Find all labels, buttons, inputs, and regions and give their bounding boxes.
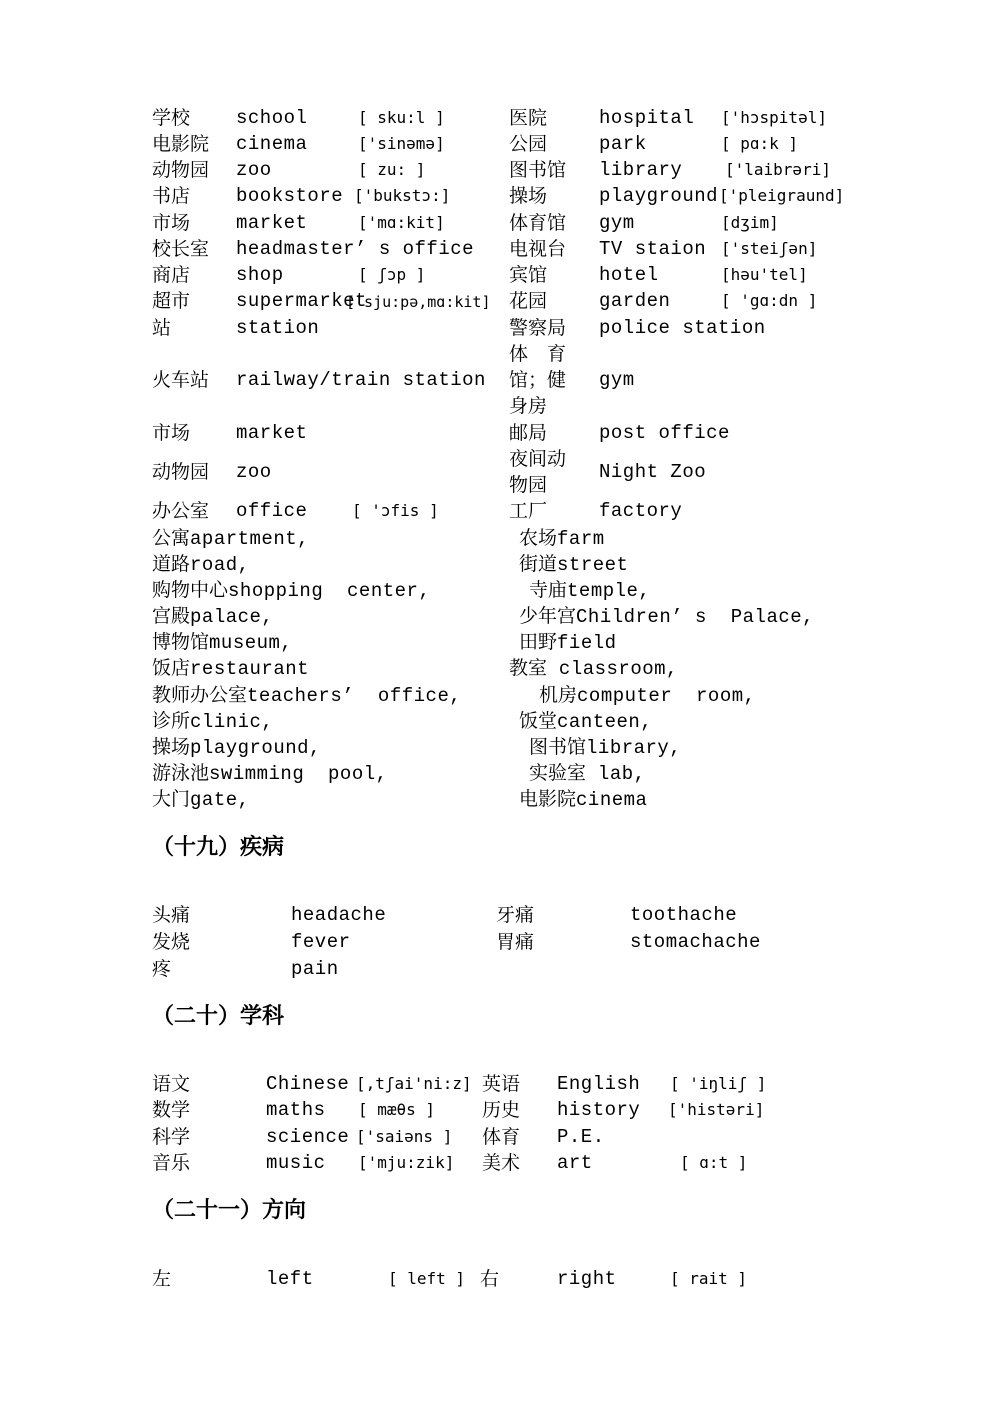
vocab-phonetic: ['mɑ:kit] <box>358 213 445 232</box>
vocab-english: school <box>236 107 308 129</box>
list-item <box>152 578 430 603</box>
vocab-chinese: 学校 <box>152 107 191 129</box>
item-chinese: 饭堂 <box>519 710 558 732</box>
item-chinese: 教师办公室 <box>152 684 248 706</box>
vocab-chinese: 发烧 <box>152 931 191 953</box>
vocab-english: railway/train station <box>236 369 486 391</box>
vocab-english: market <box>236 422 308 444</box>
vocab-phonetic: ['pleigraund] <box>719 186 845 205</box>
vocab-chinese: 办公室 <box>152 500 210 522</box>
vocab-chinese: 牙痛 <box>496 904 535 926</box>
item-english: farm <box>557 528 605 550</box>
vocab-chinese-line: 体 育 <box>509 343 567 365</box>
list-item <box>519 630 617 655</box>
vocab-phonetic: ['saiəns ] <box>356 1127 453 1146</box>
list-item <box>152 552 250 577</box>
vocab-phonetic: ['mju:zik] <box>358 1153 455 1172</box>
vocab-phonetic: [ ɑ:t ] <box>680 1153 748 1172</box>
vocab-chinese: 花园 <box>509 290 548 312</box>
vocab-english: music <box>266 1152 326 1174</box>
vocab-english: stomachache <box>630 931 761 953</box>
vocab-english: left <box>266 1268 314 1290</box>
vocab-english: library <box>599 159 683 181</box>
vocab-english: post office <box>599 422 730 444</box>
item-chinese: 博物馆 <box>152 631 210 653</box>
list-item <box>539 683 756 708</box>
vocab-chinese: 校长室 <box>152 238 210 260</box>
vocab-english: hotel <box>599 264 659 286</box>
item-english: canteen, <box>557 711 653 733</box>
vocab-english: park <box>599 133 647 155</box>
vocab-phonetic: [ left ] <box>388 1269 466 1288</box>
section-heading: （二十一）方向 <box>152 1198 307 1223</box>
vocab-english: fever <box>291 931 351 953</box>
vocab-chinese: 火车站 <box>152 369 210 391</box>
item-chinese: 诊所 <box>152 710 191 732</box>
item-chinese: 饭店 <box>152 657 191 679</box>
item-english: Children’ s Palace, <box>576 606 815 628</box>
vocab-chinese: 美术 <box>482 1152 521 1174</box>
list-item <box>529 735 681 760</box>
item-english: playground, <box>190 737 321 759</box>
item-english: restaurant <box>190 658 310 680</box>
section-heading: （二十）学科 <box>152 1004 285 1029</box>
section-heading: （十九）疾病 <box>152 835 285 860</box>
vocab-chinese: 历史 <box>482 1099 521 1121</box>
vocab-english: gym <box>599 212 635 234</box>
vocab-english: history <box>557 1099 641 1121</box>
vocab-english: factory <box>599 500 683 522</box>
vocab-phonetic: ['histəri] <box>668 1100 765 1119</box>
list-item <box>152 604 273 629</box>
vocab-chinese: 语文 <box>152 1073 191 1095</box>
vocab-english: pain <box>291 958 339 980</box>
list-item <box>529 761 646 786</box>
item-chinese: 实验室 <box>529 762 587 784</box>
vocab-chinese: 体育 <box>482 1126 521 1148</box>
vocab-phonetic: ['laibrəri] <box>725 160 831 179</box>
item-chinese: 街道 <box>519 553 558 575</box>
item-english: street <box>557 554 629 576</box>
vocab-chinese: 站 <box>152 317 172 339</box>
item-english: palace, <box>190 606 274 628</box>
vocab-chinese: 书店 <box>152 185 191 207</box>
vocab-phonetic: [ zu: ] <box>358 160 426 179</box>
vocab-english: TV staion <box>599 238 707 260</box>
vocab-chinese: 科学 <box>152 1126 191 1148</box>
vocab-phonetic: ['sinəmə] <box>358 134 445 153</box>
vocab-phonetic: [,tʃai'ni:z] <box>356 1074 472 1093</box>
vocab-english: English <box>557 1073 641 1095</box>
item-chinese: 大门 <box>152 788 191 810</box>
item-chinese: 宫殿 <box>152 605 191 627</box>
item-english: road, <box>190 554 250 576</box>
list-item <box>509 656 678 681</box>
vocab-phonetic: [ sku:l ] <box>358 108 445 127</box>
vocab-chinese: 胃痛 <box>496 931 535 953</box>
vocab-phonetic: ['steiʃən] <box>721 239 818 258</box>
vocab-english: bookstore <box>236 185 344 207</box>
vocab-english: cinema <box>236 133 308 155</box>
vocab-english: Chinese <box>266 1073 350 1095</box>
vocab-phonetic: [həu'tel] <box>721 265 808 284</box>
item-chinese: 购物中心 <box>152 579 229 601</box>
vocab-phonetic: ['bukstɔ:] <box>354 186 451 205</box>
vocab-phonetic: [ mæθs ] <box>358 1100 436 1119</box>
vocab-chinese: 医院 <box>509 107 548 129</box>
vocab-english: market <box>236 212 308 234</box>
vocab-phonetic: [ rait ] <box>670 1269 748 1288</box>
list-item <box>152 656 309 681</box>
item-english: teachers’ office, <box>247 685 462 707</box>
list-item <box>519 552 628 577</box>
item-chinese: 少年宫 <box>519 605 577 627</box>
vocab-english: headmaster’ s office <box>236 238 475 260</box>
item-english: temple, <box>567 580 651 602</box>
vocab-phonetic: ['hɔspitəl] <box>721 108 827 127</box>
list-item <box>529 578 650 603</box>
vocab-english: shop <box>236 264 284 286</box>
vocab-chinese: 数学 <box>152 1099 191 1121</box>
vocab-english: gym <box>599 369 635 391</box>
vocab-english: zoo <box>236 159 272 181</box>
vocab-chinese: 左 <box>152 1268 172 1290</box>
vocab-english: police station <box>599 317 766 339</box>
vocab-chinese: 右 <box>480 1268 500 1290</box>
vocab-english: supermarket <box>236 290 367 312</box>
item-english: cinema <box>576 789 648 811</box>
vocab-chinese: 市场 <box>152 422 191 444</box>
vocab-english: playground <box>599 185 719 207</box>
item-english: computer room, <box>577 685 756 707</box>
item-chinese: 公寓 <box>152 527 191 549</box>
vocab-chinese: 警察局 <box>509 317 567 339</box>
list-item <box>519 526 605 551</box>
vocab-chinese-line: 馆；健 <box>509 369 567 391</box>
item-chinese: 田野 <box>519 631 558 653</box>
list-item <box>152 787 250 812</box>
vocab-chinese: 商店 <box>152 264 191 286</box>
item-chinese: 寺庙 <box>529 579 568 601</box>
vocab-chinese: 动物园 <box>152 461 210 483</box>
item-english: shopping center, <box>228 580 431 602</box>
item-chinese: 图书馆 <box>529 736 587 758</box>
item-english: clinic, <box>190 711 274 733</box>
vocab-chinese: 电影院 <box>152 133 210 155</box>
vocab-chinese: 公园 <box>509 133 548 155</box>
vocab-chinese: 电视台 <box>509 238 567 260</box>
vocab-phonetic: [dʒim] <box>721 213 779 232</box>
list-item <box>152 683 461 708</box>
vocab-english: garden <box>599 290 671 312</box>
vocab-chinese: 邮局 <box>509 422 548 444</box>
vocab-phonetic: [ ʃɔp ] <box>358 265 426 284</box>
list-item <box>152 709 273 734</box>
item-chinese: 操场 <box>152 736 191 758</box>
vocab-english: station <box>236 317 320 339</box>
vocab-english: zoo <box>236 461 272 483</box>
vocab-phonetic: [ 'ɔfis ] <box>352 501 439 520</box>
vocab-chinese: 图书馆 <box>509 159 567 181</box>
vocab-chinese: 音乐 <box>152 1152 191 1174</box>
item-chinese: 游泳池 <box>152 762 210 784</box>
item-english: library, <box>586 737 682 759</box>
vocab-english: headache <box>291 904 387 926</box>
item-english: field <box>557 632 617 654</box>
vocab-chinese: 头痛 <box>152 904 191 926</box>
item-english: apartment, <box>190 528 310 550</box>
vocab-english: art <box>557 1152 593 1174</box>
item-chinese: 机房 <box>539 684 578 706</box>
list-item <box>519 709 652 734</box>
list-item <box>152 630 292 655</box>
vocab-english: right <box>557 1268 617 1290</box>
vocab-chinese: 疼 <box>152 958 172 980</box>
item-chinese: 电影院 <box>519 788 577 810</box>
vocab-chinese: 动物园 <box>152 159 210 181</box>
vocab-chinese: 市场 <box>152 212 191 234</box>
list-item <box>152 761 388 786</box>
vocab-chinese-line: 身房 <box>509 395 548 417</box>
item-chinese: 道路 <box>152 553 191 575</box>
vocab-english: Night Zoo <box>599 461 707 483</box>
item-english: gate, <box>190 789 250 811</box>
item-chinese: 教室 <box>509 657 548 679</box>
vocab-phonetic: [ 'iŋliʃ ] <box>670 1074 767 1093</box>
list-item <box>152 735 321 760</box>
vocab-english: toothache <box>630 904 738 926</box>
vocab-english: science <box>266 1126 350 1148</box>
vocab-chinese-line: 物园 <box>509 474 548 496</box>
vocab-chinese-line: 夜间动 <box>509 448 567 470</box>
item-english: classroom, <box>547 658 678 680</box>
vocab-english: P.E. <box>557 1126 605 1148</box>
vocab-chinese: 超市 <box>152 290 191 312</box>
vocab-phonetic: [ pɑ:k ] <box>721 134 799 153</box>
vocab-english: office <box>236 500 308 522</box>
vocab-chinese: 英语 <box>482 1073 521 1095</box>
vocab-chinese: 操场 <box>509 185 548 207</box>
vocab-english: maths <box>266 1099 326 1121</box>
item-english: lab, <box>586 763 646 785</box>
item-english: swimming pool, <box>209 763 388 785</box>
vocab-phonetic: ['sju:pə,mɑ:kit] <box>346 293 491 311</box>
vocab-chinese: 体育馆 <box>509 212 567 234</box>
list-item <box>152 526 309 551</box>
item-english: museum, <box>209 632 293 654</box>
item-chinese: 农场 <box>519 527 558 549</box>
vocab-phonetic: [ 'gɑ:dn ] <box>721 291 818 310</box>
list-item <box>519 604 814 629</box>
list-item <box>519 787 647 812</box>
vocab-chinese: 工厂 <box>509 500 548 522</box>
vocab-english: hospital <box>599 107 695 129</box>
vocab-chinese: 宾馆 <box>509 264 548 286</box>
